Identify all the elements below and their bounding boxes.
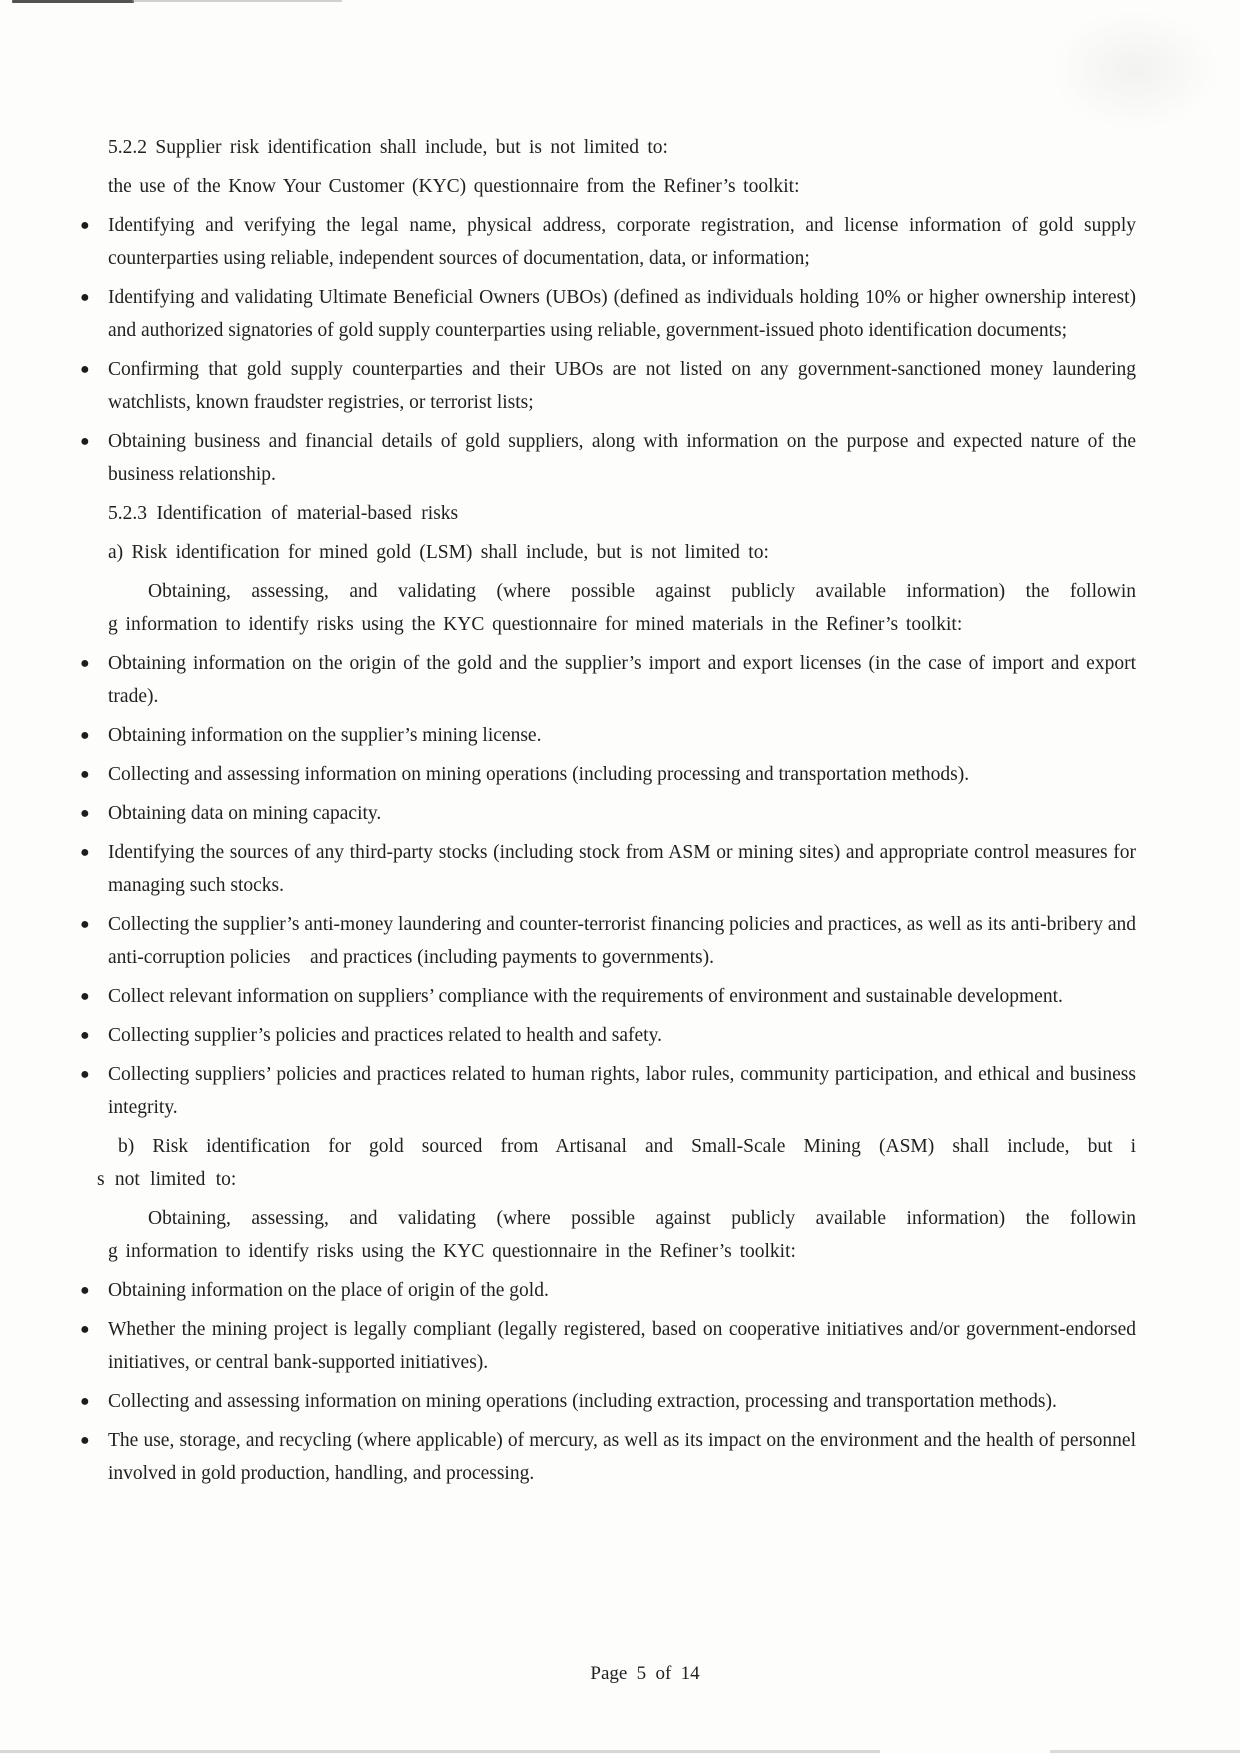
- heading-5-2-3-a: a) Risk identification for mined gold (LSM) shall include, but is not limited to:: [108, 542, 769, 563]
- bullet-text: The use, storage, and recycling (where applicable) of mercury, as well as its impact on the environment and the health of personnel involved in gold production, handling, and processing.: [108, 1430, 1141, 1484]
- bullet-icon: ●: [80, 361, 90, 378]
- bullet-text: Identifying the sources of any third-party stocks (including stock from ASM or mining sites) and appropriate control measures for managing such stocks.: [108, 842, 1141, 896]
- scan-edge-artifact-top-faint: [132, 0, 342, 2]
- bullet-text: Collecting supplier’s policies and practices related to health and safety.: [108, 1025, 662, 1046]
- bullet-item-human-rights: [80, 1058, 1141, 1124]
- bullet-text: Whether the mining project is legally compliant (legally registered, based on cooperative initiatives and/or government-endorsed initiatives, or central bank-supported initiatives).: [108, 1319, 1141, 1373]
- bullet-text: Obtaining business and financial details of gold suppliers, along with information on the purpose and expected nature of the business relationship.: [108, 431, 1141, 485]
- bullet-item-place-of-origin: [80, 1274, 1136, 1307]
- bullet-item-health-safety: [80, 1019, 1136, 1052]
- bullet-icon: ●: [80, 655, 90, 672]
- scan-edge-artifact-top: [12, 0, 134, 3]
- lead-5-2-2: the use of the Know Your Customer (KYC) questionnaire from the Refiner’s toolkit:: [108, 176, 800, 197]
- bullet-icon: ●: [80, 1393, 90, 1410]
- bullet-item-watchlist-check: [80, 353, 1141, 419]
- scan-edge-artifact-bottom: [0, 1750, 880, 1753]
- bullet-icon: ●: [80, 727, 90, 744]
- lead-a-line1: Obtaining, assessing, and validating (where possible against publicly available information) the followin: [148, 581, 1136, 602]
- bullet-text: Confirming that gold supply counterparties and their UBOs are not listed on any government-sanctioned money laundering watchlists, known fraudster registries, or terrorist lists;: [108, 359, 1141, 413]
- bullet-text: Identifying and validating Ultimate Beneficial Owners (UBOs) (defined as individuals holding 10% or higher ownership interest) and authorized signatories of gold supply counterparties using reliable, government-issued photo identification documents;: [108, 287, 1141, 341]
- bullet-item-asm-mining-operations: [80, 1385, 1136, 1418]
- page-footer: [25, 1657, 1240, 1690]
- bullet-icon: ●: [80, 844, 90, 861]
- bullet-icon: ●: [80, 289, 90, 306]
- lead-a-line2: g information to identify risks using the KYC questionnaire for mined materials in the Refiner’s toolkit:: [108, 614, 963, 635]
- bullet-text: Collect relevant information on suppliers’ compliance with the requirements of environment and sustainable development.: [108, 986, 1063, 1007]
- bullet-item-third-party-stocks: [80, 836, 1141, 902]
- bullet-icon: ●: [80, 1027, 90, 1044]
- bullet-text: Collecting suppliers’ policies and practices related to human rights, labor rules, community participation, and ethical and business integrity.: [108, 1064, 1141, 1118]
- bullet-icon: ●: [80, 916, 90, 933]
- bullet-item-aml-policies: [80, 908, 1141, 974]
- bullet-icon: ●: [80, 1066, 90, 1083]
- lead-b-line1: Obtaining, assessing, and validating (where possible against publicly available information) the followin: [148, 1208, 1136, 1229]
- bullet-item-mercury-use: [80, 1424, 1141, 1490]
- bullet-icon: ●: [80, 1432, 90, 1449]
- bullet-item-mining-license: [80, 719, 1136, 752]
- bullet-text: Obtaining information on the supplier’s mining license.: [108, 725, 542, 746]
- bullet-text: Identifying and verifying the legal name, physical address, corporate registration, and license information of gold supply counterparties using reliable, independent sources of documentation, data, or information;: [108, 215, 1141, 269]
- bullet-item-mining-operations: [80, 758, 1136, 791]
- bullet-icon: ●: [80, 217, 90, 234]
- bullet-item-business-details: [80, 425, 1141, 491]
- bullet-icon: ●: [80, 1321, 90, 1338]
- heading-5-2-3-b: [97, 1130, 1136, 1196]
- scan-smudge-artifact: [1050, 10, 1220, 130]
- bullet-icon: ●: [80, 1282, 90, 1299]
- bullet-icon: ●: [80, 988, 90, 1005]
- bullet-text: Obtaining information on the place of origin of the gold.: [108, 1280, 549, 1301]
- heading-b-line1: b) Risk identification for gold sourced from Artisanal and Small-Scale Mining (ASM) shall include, but i: [118, 1136, 1136, 1157]
- lead-paragraph-a: [108, 575, 1136, 641]
- bullet-text: Collecting and assessing information on mining operations (including extraction, processing and transportation methods).: [108, 1391, 1057, 1412]
- heading-5-2-2: 5.2.2 Supplier risk identification shall include, but is not limited to:: [108, 137, 668, 158]
- bullet-text: Obtaining data on mining capacity.: [108, 803, 382, 824]
- bullet-item-ubo-validation: [80, 281, 1141, 347]
- bullet-text: Collecting and assessing information on mining operations (including processing and transportation methods).: [108, 764, 970, 785]
- scan-edge-artifact-bottom-right: [1050, 1750, 1240, 1753]
- heading-b-line2: s not limited to:: [97, 1169, 237, 1190]
- lead-paragraph-b: [108, 1202, 1136, 1268]
- bullet-icon: ●: [80, 433, 90, 450]
- lead-b-line2: g information to identify risks using the KYC questionnaire in the Refiner’s toolkit:: [108, 1241, 796, 1262]
- heading-5-2-3: 5.2.3 Identification of material-based risks: [108, 503, 459, 524]
- bullet-text: Obtaining information on the origin of the gold and the supplier’s import and export licenses (in the case of import and export trade).: [108, 653, 1141, 707]
- bullet-icon: ●: [80, 766, 90, 783]
- bullet-text: Collecting the supplier’s anti-money laundering and counter-terrorist financing policies and practices, as well as its anti-bribery and anti-corruption policies and practices (including payments to governments).: [108, 914, 1141, 968]
- bullet-item-gold-origin: [80, 647, 1141, 713]
- bullet-item-kyc-legal-name: [80, 209, 1141, 275]
- bullet-item-legal-compliance: [80, 1313, 1141, 1379]
- bullet-item-mining-capacity: [80, 797, 1136, 830]
- document-body: [80, 131, 1141, 1496]
- bullet-icon: ●: [80, 805, 90, 822]
- bullet-item-environment-compliance: [80, 980, 1136, 1013]
- page-number: Page 5 of 14: [590, 1663, 700, 1684]
